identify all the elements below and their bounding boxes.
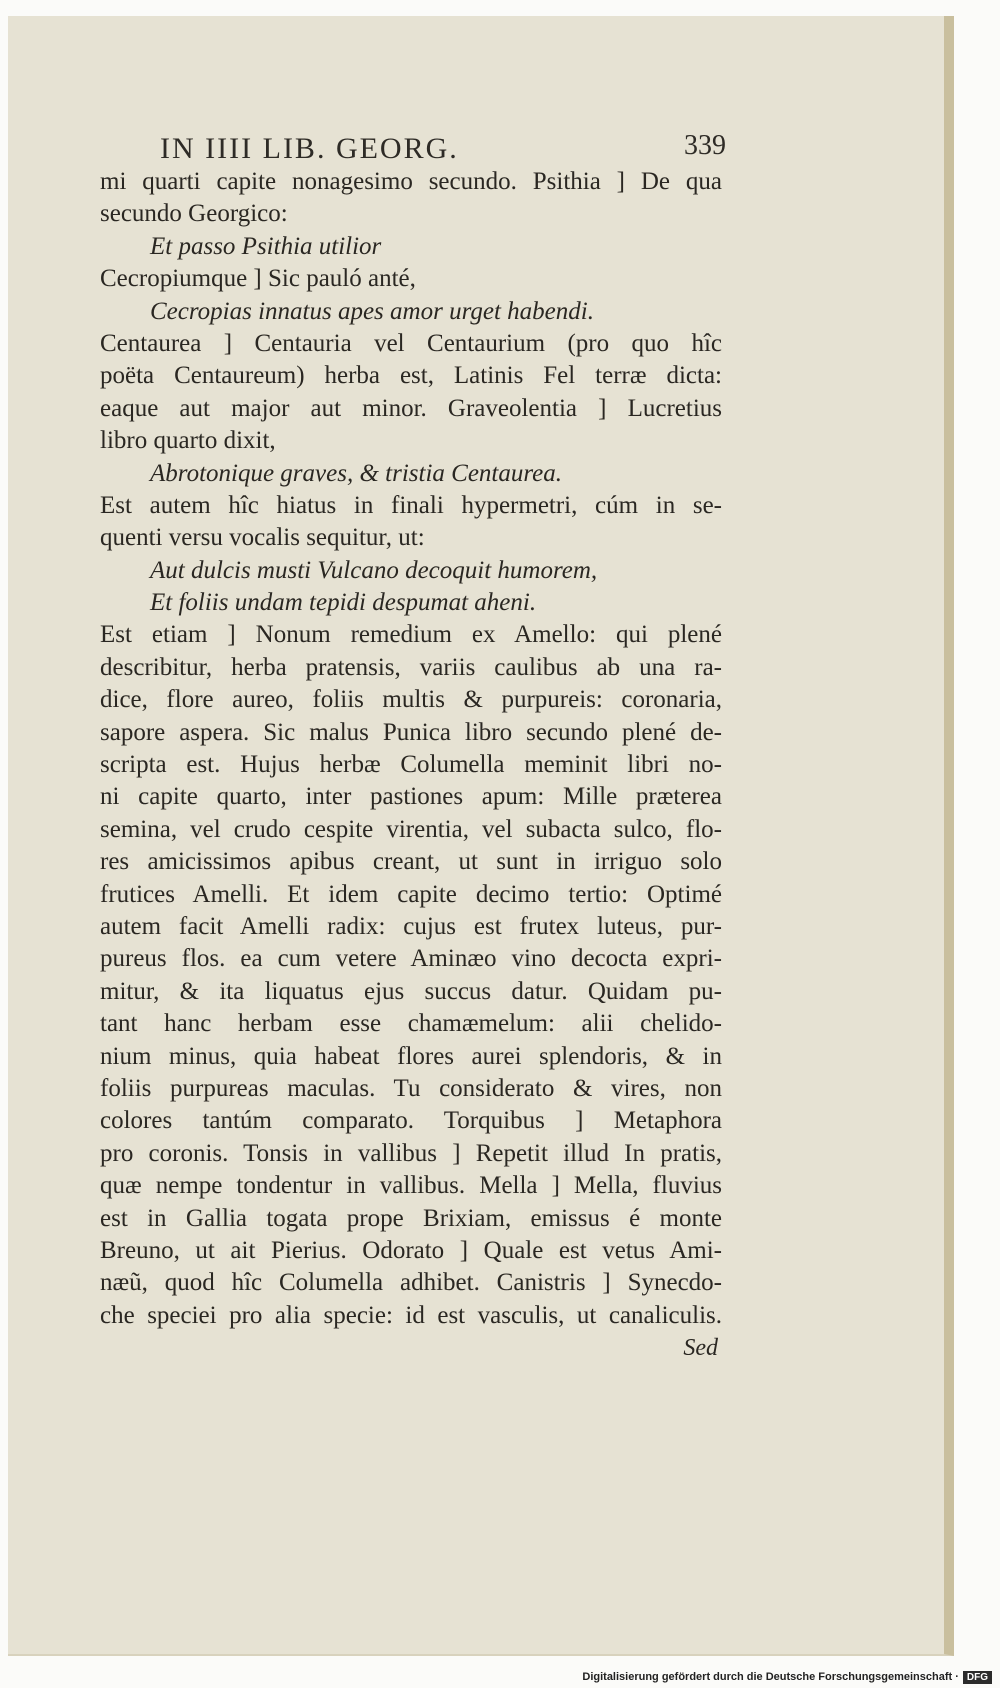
text-line: frutices Amelli. Et idem capite decimo tertio: Optimé bbox=[100, 880, 722, 908]
text-line: mi quarti capite nonagesimo secundo. Psithia ] De qua bbox=[100, 168, 722, 195]
verse-line: Et passo Psithia utilior bbox=[150, 232, 382, 260]
text-line: Centaurea ] Centauria vel Centaurium (pro quo hîc bbox=[100, 329, 722, 357]
text-line: foliis purpureas maculas. Tu consideratο & vires, non bbox=[100, 1074, 722, 1102]
text-line: eaque aut major aut minor. Graveolentia ] Lucretius bbox=[100, 394, 722, 422]
text-line: quæ nempe tondentur in vallibus. Mella ] Mella, fluvius bbox=[100, 1172, 722, 1200]
text-line: ni capite quarto, inter pastiones apum: Mille præterea bbox=[100, 783, 722, 811]
dfg-logo-icon: DFG bbox=[963, 1671, 992, 1684]
text-line: che speciei pro alia specie: id est vasculis, ut canaliculis. bbox=[100, 1301, 722, 1329]
text-line: pureus flos. ea cum vetere Aminæo vino decocta expri- bbox=[100, 945, 722, 973]
verse-line: Cecropias innatus apes amor urget habendi. bbox=[150, 297, 594, 325]
text-line: Est autem hîc hiatus in finali hypermetri, cúm in se- bbox=[100, 491, 722, 519]
commentary-text bbox=[100, 166, 722, 1364]
text-line: quenti versu vocalis sequitur, ut: bbox=[100, 524, 425, 552]
text-line: semina, vel crudo cespite virentia, vel subacta sulco, flo- bbox=[100, 815, 722, 843]
page-number: 339 bbox=[684, 130, 726, 161]
text-line: colores tantúm comparato. Torquibus ] Metaphora bbox=[100, 1107, 722, 1135]
text-line: Est etiam ] Nonum remedium ex Amello: qui plené bbox=[100, 621, 722, 649]
text-line: pro coronis. Tonsis in vallibus ] Repetit illud In pratis, bbox=[100, 1139, 722, 1167]
text-line: Breuno, ut ait Pierius. Odorato ] Quale est vetus Ami- bbox=[100, 1236, 722, 1264]
digitization-credit bbox=[582, 1671, 992, 1684]
book-page bbox=[8, 16, 954, 1656]
verse-line: Et foliis undam tepidi despumat aheni. bbox=[150, 589, 537, 617]
text-line: sapore aspera. Sic malus Punica libro secundo plené de- bbox=[100, 718, 722, 746]
text-line: dice, flore aureo, foliis multis & purpureis: coronaria, bbox=[100, 686, 722, 714]
text-line: poëta Centaureum) herba est, Latinis Fel terræ dicta: bbox=[100, 362, 722, 390]
verse-line: Aut dulcis musti Vulcano decoquit humorem, bbox=[150, 556, 598, 584]
running-title: IN IIII LIB. GEORG. bbox=[160, 132, 459, 165]
text-line: est in Gallia togata prope Brixiam, emissus é monte bbox=[100, 1204, 722, 1232]
credit-text: Digitalisierung gefördert durch die Deutsche Forschungsgemeinschaft · bbox=[582, 1671, 959, 1683]
catchword: Sed bbox=[683, 1335, 718, 1362]
text-line: scripta est. Hujus herbæ Columella meminit libri no- bbox=[100, 751, 722, 779]
text-line: secundo Georgico: bbox=[100, 200, 288, 228]
text-line: autem facit Amelli radix: cujus est frutex luteus, pur- bbox=[100, 912, 722, 940]
lemma-line: Cecropiumque ] Sic pauló anté, bbox=[100, 265, 416, 293]
text-line: tant hanc herbam esse chamæmelum: alii chelido- bbox=[100, 1010, 722, 1038]
text-line: describitur, herba pratensis, variis caulibus ab una ra- bbox=[100, 653, 722, 681]
verse-line: Abrotonique graves, & tristia Centaurea. bbox=[150, 459, 563, 487]
text-line: mitur, & ita liquatus ejus succus datur. Quidam pu- bbox=[100, 977, 722, 1005]
text-line: nium minus, quia habeat flores aurei splendoris, & in bbox=[100, 1042, 722, 1070]
text-line: libro quarto dixit, bbox=[100, 427, 276, 455]
text-line: res amicissimos apibus creant, ut sunt in irriguo solo bbox=[100, 848, 722, 876]
text-line: næũ, quod hîc Columella adhibet. Canistris ] Synecdo- bbox=[100, 1269, 722, 1297]
